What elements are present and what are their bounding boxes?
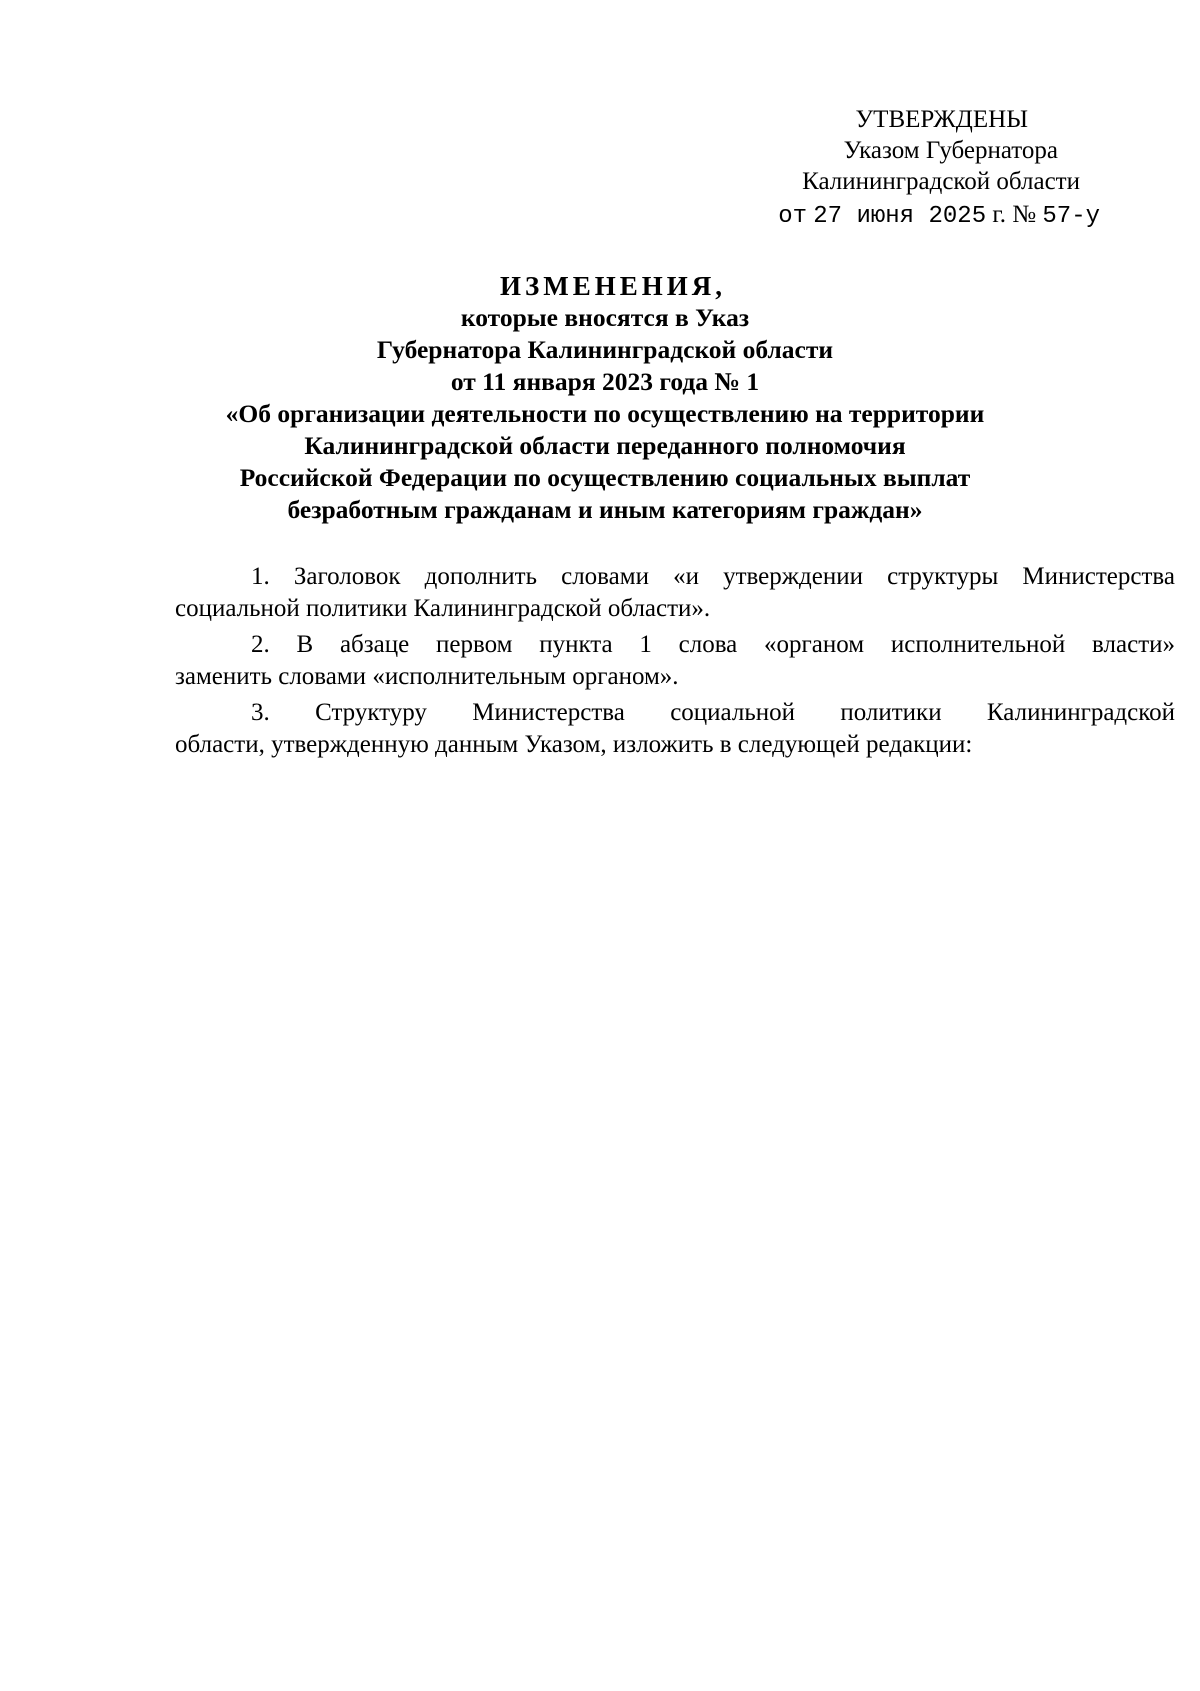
item-first-line: 2. В абзаце первом пункта 1 слова «органом исполнительной власти» — [251, 631, 1175, 658]
approval-date-row — [720, 199, 1100, 232]
approval-date-prefix: от — [778, 203, 808, 230]
approval-year-suffix: г. № — [992, 201, 1037, 228]
heading-line: которые вносятся в Указ — [460, 303, 750, 332]
heading-line: безработным гражданам и иным категориям граждан» — [287, 495, 923, 524]
heading-line: «Об организации деятельности по осуществлению на территории — [225, 399, 985, 428]
item-rest-line: заменить словами «исполнительным органом». — [175, 662, 679, 690]
approval-date-value: 27 июня 2025 — [813, 203, 987, 230]
item-rest-line: социальной политики Калининградской области». — [175, 594, 711, 622]
item-paragraph — [175, 629, 1175, 692]
approval-stamp — [720, 104, 1100, 232]
heading-line: от 11 января 2023 года № 1 — [450, 367, 760, 396]
item-paragraph — [175, 561, 1175, 624]
heading-title: ИЗМЕНЕНИЯ, — [499, 271, 726, 301]
approval-region-line: Калининградской области — [802, 168, 1080, 195]
document-heading — [175, 270, 1035, 526]
item-first-line: 3. Структуру Министерства социальной политики Калининградской — [251, 699, 1175, 726]
heading-line: Губернатора Калининградской области — [376, 335, 834, 364]
approval-title: УТВЕРЖДЕНЫ — [855, 106, 1028, 133]
item-first-line: 1. Заголовок дополнить словами «и утверждении структуры Министерства — [251, 563, 1175, 590]
approval-decree-line: Указом Губернатора — [843, 137, 1058, 164]
heading-line: Калининградской области переданного полномочия — [304, 431, 906, 460]
item-rest-line: области, утвержденную данным Указом, изложить в следующей редакции: — [175, 730, 973, 758]
document-body — [175, 561, 1175, 765]
heading-line: Российской Федерации по осуществлению социальных выплат — [239, 463, 971, 492]
approval-number: 57-у — [1042, 203, 1100, 230]
item-paragraph — [175, 697, 1175, 760]
